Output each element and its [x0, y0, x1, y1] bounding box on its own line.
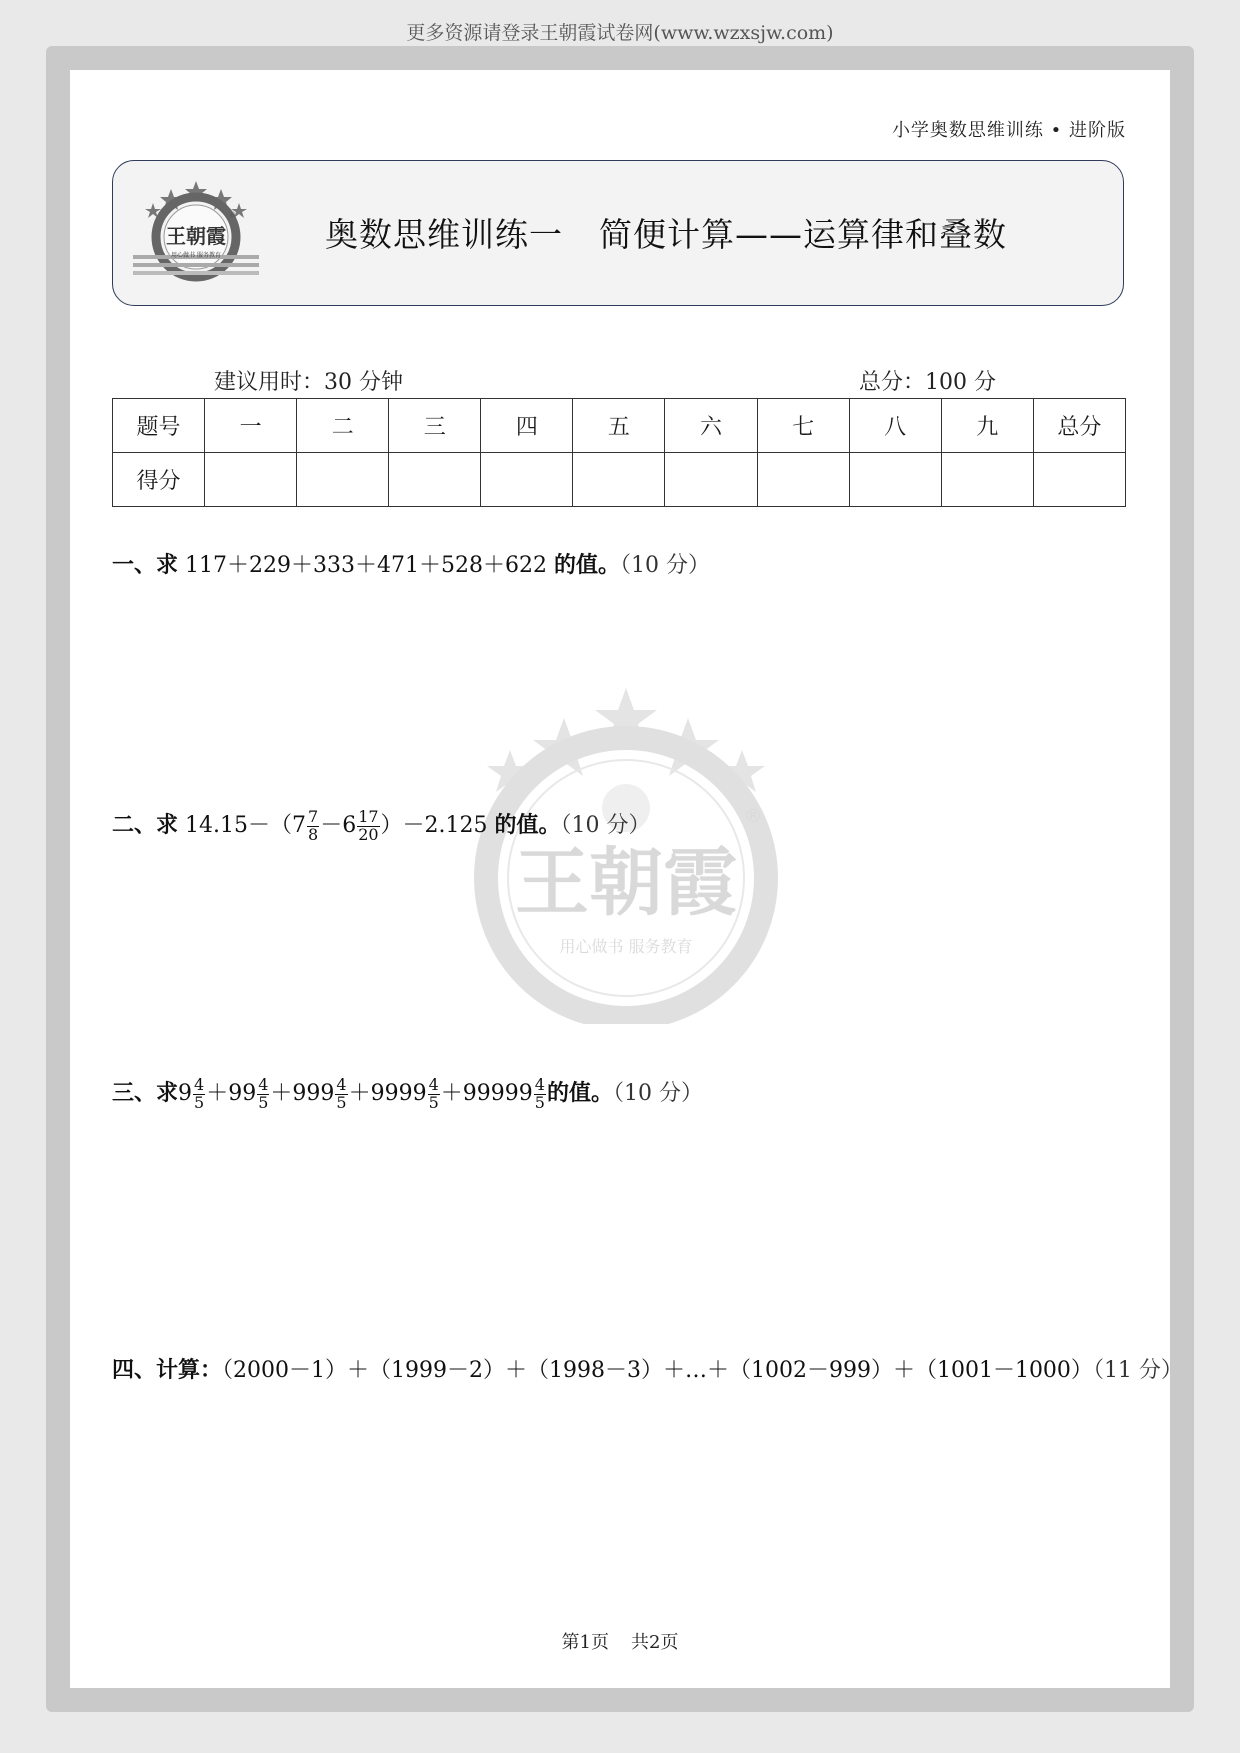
question-3-term-5: ＋99999	[440, 1081, 533, 1106]
question-2-part-a: 14.15－（7	[185, 813, 306, 838]
question-3-term-4: ＋9999	[348, 1081, 427, 1106]
score-cell[interactable]	[481, 453, 573, 507]
score-cell[interactable]	[757, 453, 849, 507]
watermark-mark: ®	[744, 806, 762, 827]
total-pages: 共2页	[631, 1632, 679, 1653]
top-banner: 更多资源请登录王朝霞试卷网(www.wzxsjw.com)	[406, 22, 834, 44]
page-number: 第1页	[561, 1632, 609, 1653]
score-table	[112, 398, 1126, 507]
header-cell: 一	[205, 399, 297, 453]
header-cell: 七	[757, 399, 849, 453]
page-footer	[70, 1628, 1170, 1654]
row-label-score: 得分	[113, 453, 205, 507]
score-cell[interactable]	[297, 453, 389, 507]
question-1	[112, 548, 710, 579]
page-title	[325, 209, 1007, 256]
series-tag: 小学奥数思维训练 • 进阶版	[891, 120, 1126, 141]
score-cell[interactable]	[573, 453, 665, 507]
question-2-points: （10 分）	[560, 813, 651, 838]
logo-slogan: 用心做书 服务教育	[171, 252, 221, 259]
total-score: 总分：100 分	[859, 370, 996, 395]
header-cell: 九	[941, 399, 1033, 453]
header-cell: 总分	[1033, 399, 1125, 453]
fraction-4-5: $\frac{4}{5}$	[336, 1074, 347, 1112]
question-2-part-b: －6	[320, 813, 357, 838]
question-3-points: （10 分）	[612, 1081, 703, 1106]
brand-logo	[131, 175, 261, 287]
fraction-7-8: $\frac{7}{8}$	[308, 806, 319, 844]
watermark-brand: 王朝霞	[515, 840, 737, 926]
watermark-slogan: 用心做书 服务教育	[559, 937, 693, 956]
score-cell[interactable]	[941, 453, 1033, 507]
question-3-tail: 的值。	[546, 1081, 613, 1106]
score-table-score-row	[113, 453, 1126, 507]
logo-mark: ®	[229, 211, 236, 219]
score-cell[interactable]	[849, 453, 941, 507]
header-cell: 二	[297, 399, 389, 453]
header-cell: 五	[573, 399, 665, 453]
score-cell[interactable]	[1033, 453, 1125, 507]
suggested-time: 建议用时：30 分钟	[214, 370, 403, 395]
question-4-expression: （2000－1）＋（1999－2）＋（1998－3）＋…＋（1002－999）＋（1001－1000）	[222, 1358, 1093, 1383]
fraction-4-5: $\frac{4}{5}$	[534, 1074, 545, 1112]
question-1-tail: 的值。	[553, 553, 620, 578]
header-cell: 六	[665, 399, 757, 453]
question-3-term-2: ＋99	[206, 1081, 257, 1106]
question-2	[112, 808, 651, 843]
header-cell: 题号	[113, 399, 205, 453]
header-cell: 八	[849, 399, 941, 453]
question-4-points: （11 分）	[1092, 1358, 1183, 1383]
score-cell[interactable]	[389, 453, 481, 507]
title-box	[112, 160, 1124, 306]
question-3-term-3: ＋999	[270, 1081, 335, 1106]
fraction-4-5: $\frac{4}{5}$	[258, 1074, 269, 1112]
fraction-4-5: $\frac{4}{5}$	[194, 1074, 205, 1112]
title-part-2: 简便计算——运算律和叠数	[599, 215, 1007, 254]
header-cell: 三	[389, 399, 481, 453]
question-3-term-1: 9	[178, 1081, 193, 1106]
question-4-head: 四、计算：	[112, 1358, 223, 1383]
question-2-tail: 的值。	[494, 813, 561, 838]
fraction-4-5: $\frac{4}{5}$	[428, 1074, 439, 1112]
question-2-head: 二、求	[112, 813, 179, 838]
question-1-points: （10 分）	[619, 553, 710, 578]
title-part-1: 奥数思维训练一	[325, 215, 563, 254]
question-1-expression: 117＋229＋333＋471＋528＋622	[185, 553, 547, 578]
score-cell[interactable]	[205, 453, 297, 507]
question-1-head: 一、求	[112, 553, 179, 578]
question-4	[112, 1353, 1183, 1384]
question-2-part-c: ）－2.125	[380, 813, 488, 838]
header-cell: 四	[481, 399, 573, 453]
question-3-head: 三、求	[112, 1081, 179, 1106]
question-3	[112, 1076, 703, 1111]
fraction-17-20: $\frac{17}{20}$	[358, 806, 379, 844]
score-cell[interactable]	[665, 453, 757, 507]
score-table-header-row	[113, 399, 1126, 453]
page-sheet	[70, 70, 1183, 1688]
logo-brand: 王朝霞	[166, 224, 226, 248]
watermark-logo	[454, 678, 798, 1024]
